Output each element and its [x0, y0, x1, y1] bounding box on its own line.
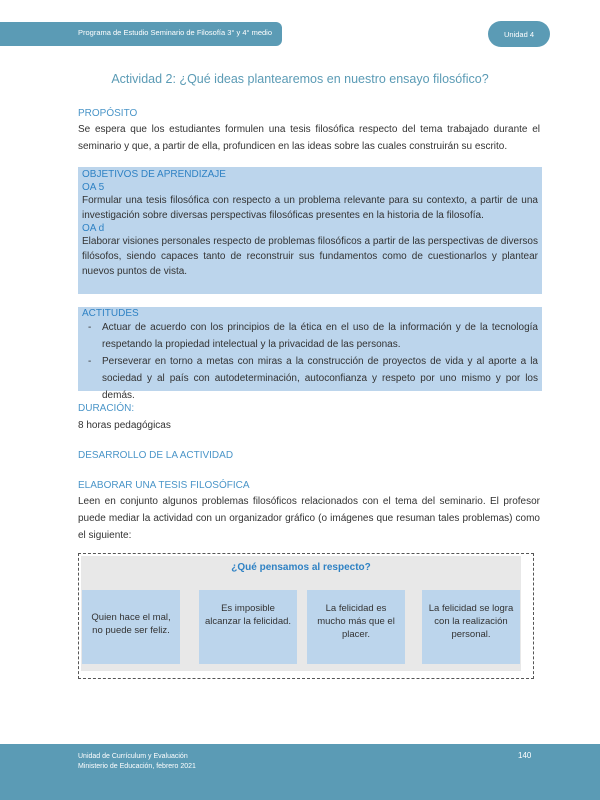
header-bar — [0, 22, 282, 46]
attitudes-box — [78, 307, 542, 401]
duration-heading: DURACIÓN: — [78, 403, 135, 414]
attitude-text-2: Perseverar en torno a metas con miras a la construcción de proyectos de vida y al aporte a la sociedad y al país con autodeterminación, autoconfianza y respeto por uno mismo y por los demás. — [102, 356, 538, 401]
objectives-box — [78, 167, 542, 294]
organizer-card-3: La felicidad es mucho más que el placer. — [307, 590, 405, 664]
attitude-item: - Actuar de acuerdo con los principios de la ética en el uso de la información y de la tecnología respetando la propiedad intelectual y la privacidad de las personas. — [88, 322, 538, 350]
objective-code-2: OA d — [82, 223, 105, 234]
purpose-text: Se espera que los estudiantes formulen una tesis filosófica respecto del tema trabajado durante el seminario y que, a partir de ella, profundicen en las ideas sobre las cuales construirán su escrito. — [78, 124, 540, 152]
organizer-panel — [81, 556, 521, 671]
objective-code-1: OA 5 — [82, 182, 105, 193]
attitude-text-1: Actuar de acuerdo con los principios de la ética en el uso de la información y de la tecnología respetando la propiedad intelectual y la privacidad de las personas. — [102, 322, 538, 350]
thesis-heading: ELABORAR UNA TESIS FILOSÓFICA — [78, 480, 250, 491]
footer-line-2: Ministerio de Educación, febrero 2021 — [78, 763, 196, 770]
attitude-item: - Perseverar en torno a metas con miras a la construcción de proyectos de vida y al aporte a la sociedad y al país con autodeterminación, autoconfianza y respeto por uno mismo y por los demás. — [88, 356, 538, 401]
thesis-text: Leen en conjunto algunos problemas filosóficos relacionados con el tema del seminario. El profesor puede mediar la actividad con un organizador gráfico (o imágenes que resuman tales problemas) como el siguiente: — [78, 496, 540, 541]
duration-value: 8 horas pedagógicas — [78, 420, 171, 431]
organizer-card-1: Quien hace el mal, no puede ser feliz. — [82, 590, 180, 664]
objectives-heading: OBJETIVOS DE APRENDIZAJE — [82, 169, 226, 180]
unit-badge: Unidad 4 — [488, 21, 550, 47]
organizer-title: ¿Qué pensamos al respecto? — [231, 562, 371, 573]
attitudes-heading: ACTITUDES — [82, 308, 139, 319]
purpose-heading: PROPÓSITO — [78, 108, 138, 119]
organizer-card-2: Es imposible alcanzar la felicidad. — [199, 590, 297, 664]
page-number: 140 — [518, 751, 532, 760]
development-heading: DESARROLLO DE LA ACTIVIDAD — [78, 450, 234, 461]
organizer-card-4: La felicidad se logra con la realización personal. — [422, 590, 520, 664]
footer-bar — [0, 744, 600, 800]
activity-title: Actividad 2: ¿Qué ideas plantearemos en nuestro ensayo filosófico? — [111, 72, 489, 86]
program-title: Programa de Estudio Seminario de Filosofía 3° y 4° medio — [78, 28, 273, 37]
footer-line-1: Unidad de Currículum y Evaluación — [78, 753, 188, 760]
attitudes-list — [82, 319, 538, 404]
objective-text-2: Elaborar visiones personales respecto de problemas filosóficos a partir de las perspectivas de diversos filósofos, siendo capaces tanto de reconstruir sus fundamentos como de cuestionarlos y plantear nuevos puntos de vista. — [82, 236, 538, 277]
objective-text-1: Formular una tesis filosófica con respecto a un problema relevante para su contexto, a partir de una investigación sobre diversas perspectivas filosóficas presentes en la historia de la filosofía. — [82, 195, 538, 221]
